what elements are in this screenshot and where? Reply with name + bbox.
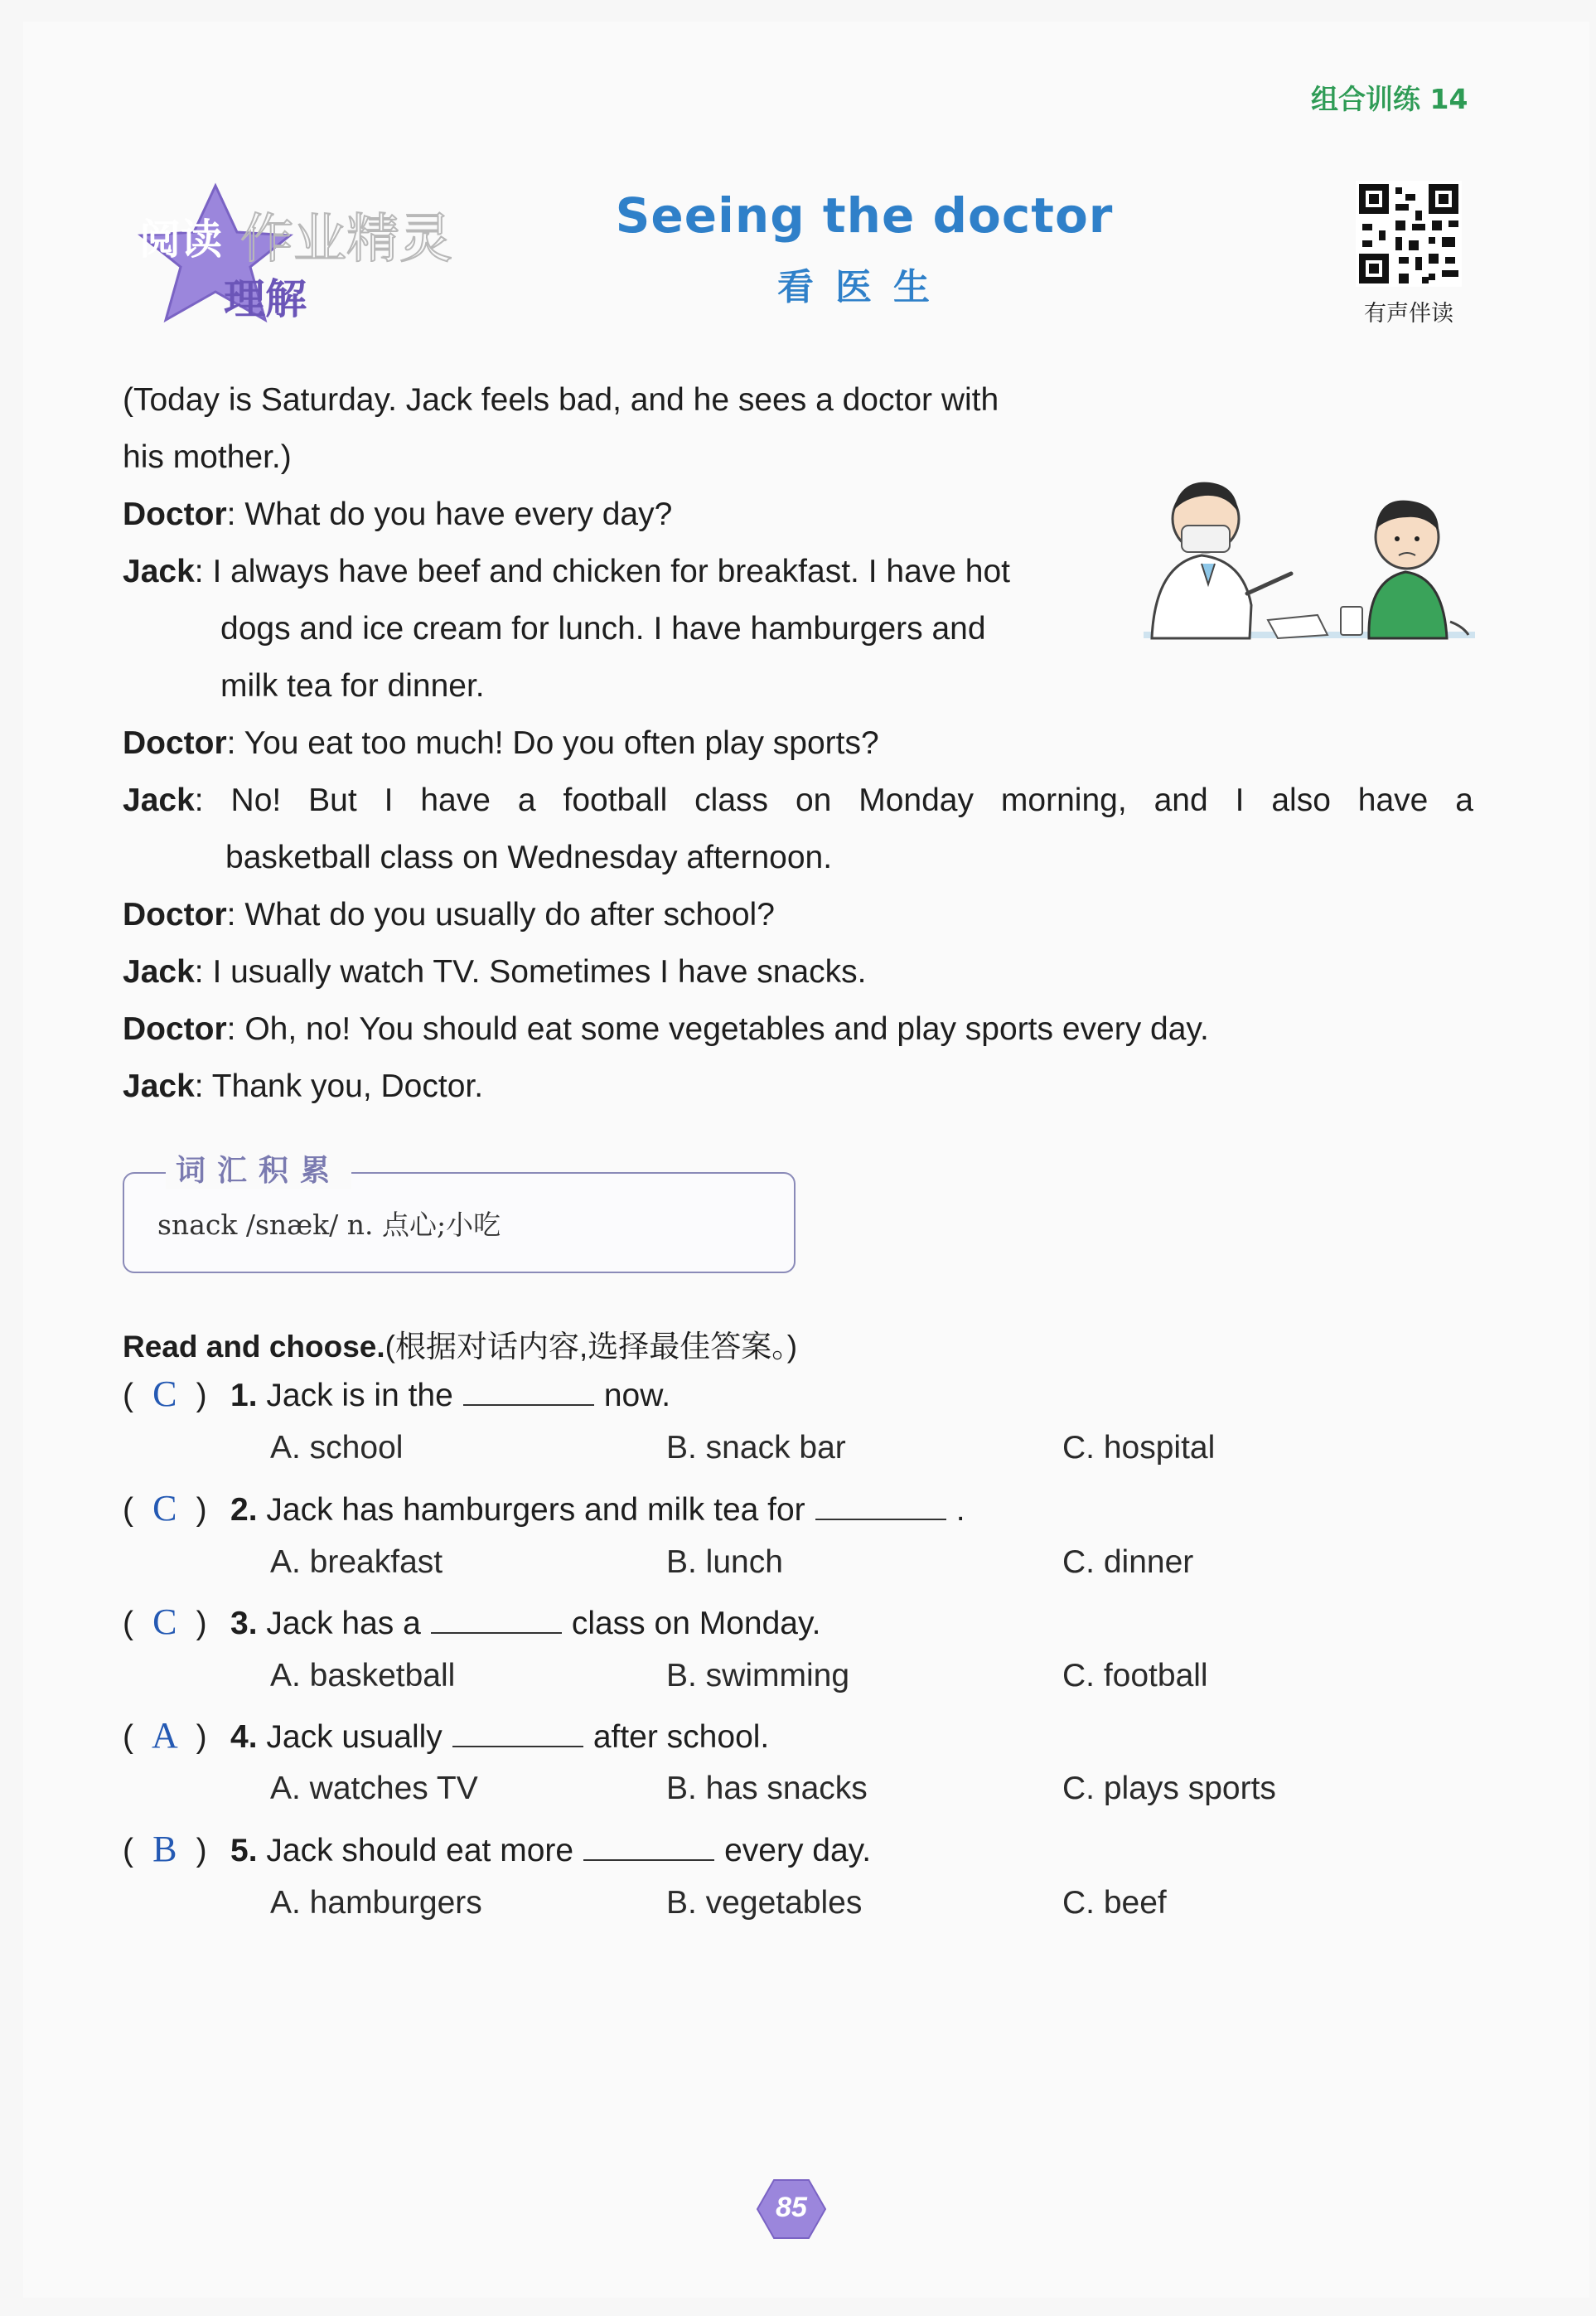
option-b[interactable]: B. has snacks <box>666 1771 868 1806</box>
question-number: 1. <box>230 1378 258 1413</box>
speaker: Jack <box>123 954 195 990</box>
answer-blank[interactable] <box>815 1494 946 1520</box>
option-c[interactable]: C. football <box>1062 1658 1208 1693</box>
option-a[interactable]: A. breakfast <box>270 1544 443 1580</box>
answer-bracket: ( A ) <box>123 1715 207 1756</box>
question-text: Jack should eat more <box>266 1833 574 1868</box>
instruction-cn: (根据对话内容,选择最佳答案。) <box>384 1330 798 1364</box>
question-number: 3. <box>230 1606 258 1641</box>
question-number: 4. <box>230 1719 258 1755</box>
option-a[interactable]: A. hamburgers <box>270 1885 482 1921</box>
badge-line1: 阅读 <box>139 216 222 264</box>
vocabulary-entry: snack /snæk/ n. 点心;小吃 <box>157 1209 501 1241</box>
option-c[interactable]: C. hospital <box>1062 1430 1216 1466</box>
answer-mark: C <box>152 1601 177 1642</box>
question-text: Jack has hamburgers and milk tea for <box>266 1492 805 1528</box>
answer-mark: C <box>152 1488 177 1529</box>
instruction-en: Read and choose. <box>123 1330 385 1364</box>
option-b[interactable]: B. vegetables <box>666 1885 863 1921</box>
dialogue-continuation: basketball class on Wednesday afternoon. <box>225 840 833 875</box>
option-b[interactable]: B. swimming <box>666 1658 850 1693</box>
question-5 <box>123 1828 871 1870</box>
option-a[interactable]: A. watches TV <box>270 1771 478 1806</box>
question-3 <box>123 1601 820 1643</box>
answer-blank[interactable] <box>463 1379 594 1406</box>
question-text-end: every day. <box>724 1833 872 1868</box>
question-text-end: class on Monday. <box>571 1606 821 1641</box>
page-number: 85 <box>776 2192 807 2223</box>
question-4 <box>123 1714 769 1756</box>
answer-bracket: ( C ) <box>123 1601 207 1642</box>
speech: I always have beef and chicken for breakfast. I have hot <box>212 554 1011 589</box>
option-a[interactable]: A. basketball <box>270 1658 456 1693</box>
vocabulary-heading: 词汇积累 <box>166 1147 351 1189</box>
speaker: Jack <box>123 1068 195 1104</box>
speech: No! But I have a football class on Monday morning, and I also have a <box>230 782 1473 818</box>
answer-mark: B <box>152 1829 177 1869</box>
qr-code-icon[interactable] <box>1356 181 1462 287</box>
speaker: Doctor <box>123 725 227 761</box>
option-b[interactable]: B. lunch <box>666 1544 783 1580</box>
option-b[interactable]: B. snack bar <box>666 1430 846 1466</box>
section-tag: 组合训练 14 <box>1311 83 1468 115</box>
exercise-instruction <box>123 1321 797 1366</box>
dialogue-line: Doctor: What do you usually do after school? <box>123 897 775 933</box>
speaker: Doctor <box>123 497 227 532</box>
dialogue-line: Doctor: What do you have every day? <box>123 497 673 532</box>
answer-bracket: ( B ) <box>123 1829 207 1869</box>
answer-mark: C <box>152 1374 177 1414</box>
title-chinese: 看医生 <box>777 266 951 308</box>
option-a[interactable]: A. school <box>270 1430 404 1466</box>
dialogue-line: Jack: No! But I have a football class on Monday morning, and I also have a <box>123 782 1473 818</box>
title-english: Seeing the doctor <box>615 187 1114 244</box>
speech: You eat too much! Do you often play sports? <box>244 725 879 761</box>
answer-mark: A <box>151 1715 178 1756</box>
intro-line: (Today is Saturday. Jack feels bad, and he sees a doctor with <box>123 382 999 418</box>
question-number: 5. <box>230 1833 258 1868</box>
badge-line2: 理解 <box>224 275 307 323</box>
watermark: 作业精灵 <box>240 209 452 270</box>
answer-blank[interactable] <box>583 1834 714 1861</box>
option-c[interactable]: C. plays sports <box>1062 1771 1276 1806</box>
dialogue-continuation: dogs and ice cream for lunch. I have hamburgers and <box>220 611 986 647</box>
speech: What do you usually do after school? <box>244 897 775 933</box>
question-text-end: now. <box>603 1378 671 1413</box>
speaker: Doctor <box>123 1011 227 1047</box>
question-text: Jack usually <box>266 1719 443 1755</box>
answer-bracket: ( C ) <box>123 1374 207 1414</box>
question-number: 2. <box>230 1492 258 1528</box>
intro-line: his mother.) <box>123 439 292 475</box>
dialogue-line: Jack: I always have beef and chicken for breakfast. I have hot <box>123 554 1011 589</box>
qr-label: 有声伴读 <box>1364 301 1453 327</box>
speaker: Jack <box>123 782 195 818</box>
dialogue-line: Jack: I usually watch TV. Sometimes I have snacks. <box>123 954 867 990</box>
speech: Oh, no! You should eat some vegetables and play sports every day. <box>244 1011 1209 1047</box>
question-text-end: after school. <box>592 1719 770 1755</box>
dialogue-line: Doctor: Oh, no! You should eat some vegetables and play sports every day. <box>123 1011 1209 1047</box>
dialogue <box>123 371 1473 1115</box>
speech: Thank you, Doctor. <box>211 1068 484 1104</box>
answer-blank[interactable] <box>431 1607 562 1634</box>
speaker: Doctor <box>123 897 227 933</box>
answer-bracket: ( C ) <box>123 1488 207 1529</box>
option-c[interactable]: C. beef <box>1062 1885 1167 1921</box>
dialogue-continuation: milk tea for dinner. <box>220 668 485 704</box>
dialogue-line: Doctor: You eat too much! Do you often play sports? <box>123 725 879 761</box>
speech: I usually watch TV. Sometimes I have snacks. <box>212 954 867 990</box>
question-1 <box>123 1373 670 1415</box>
question-text: Jack is in the <box>266 1378 453 1413</box>
speech: What do you have every day? <box>244 497 673 532</box>
answer-blank[interactable] <box>452 1721 583 1747</box>
dialogue-line: Jack: Thank you, Doctor. <box>123 1068 484 1104</box>
question-text-end: . <box>955 1492 965 1528</box>
question-2 <box>123 1487 965 1529</box>
option-c[interactable]: C. dinner <box>1062 1544 1194 1580</box>
speaker: Jack <box>123 554 195 589</box>
question-text: Jack has a <box>266 1606 421 1641</box>
